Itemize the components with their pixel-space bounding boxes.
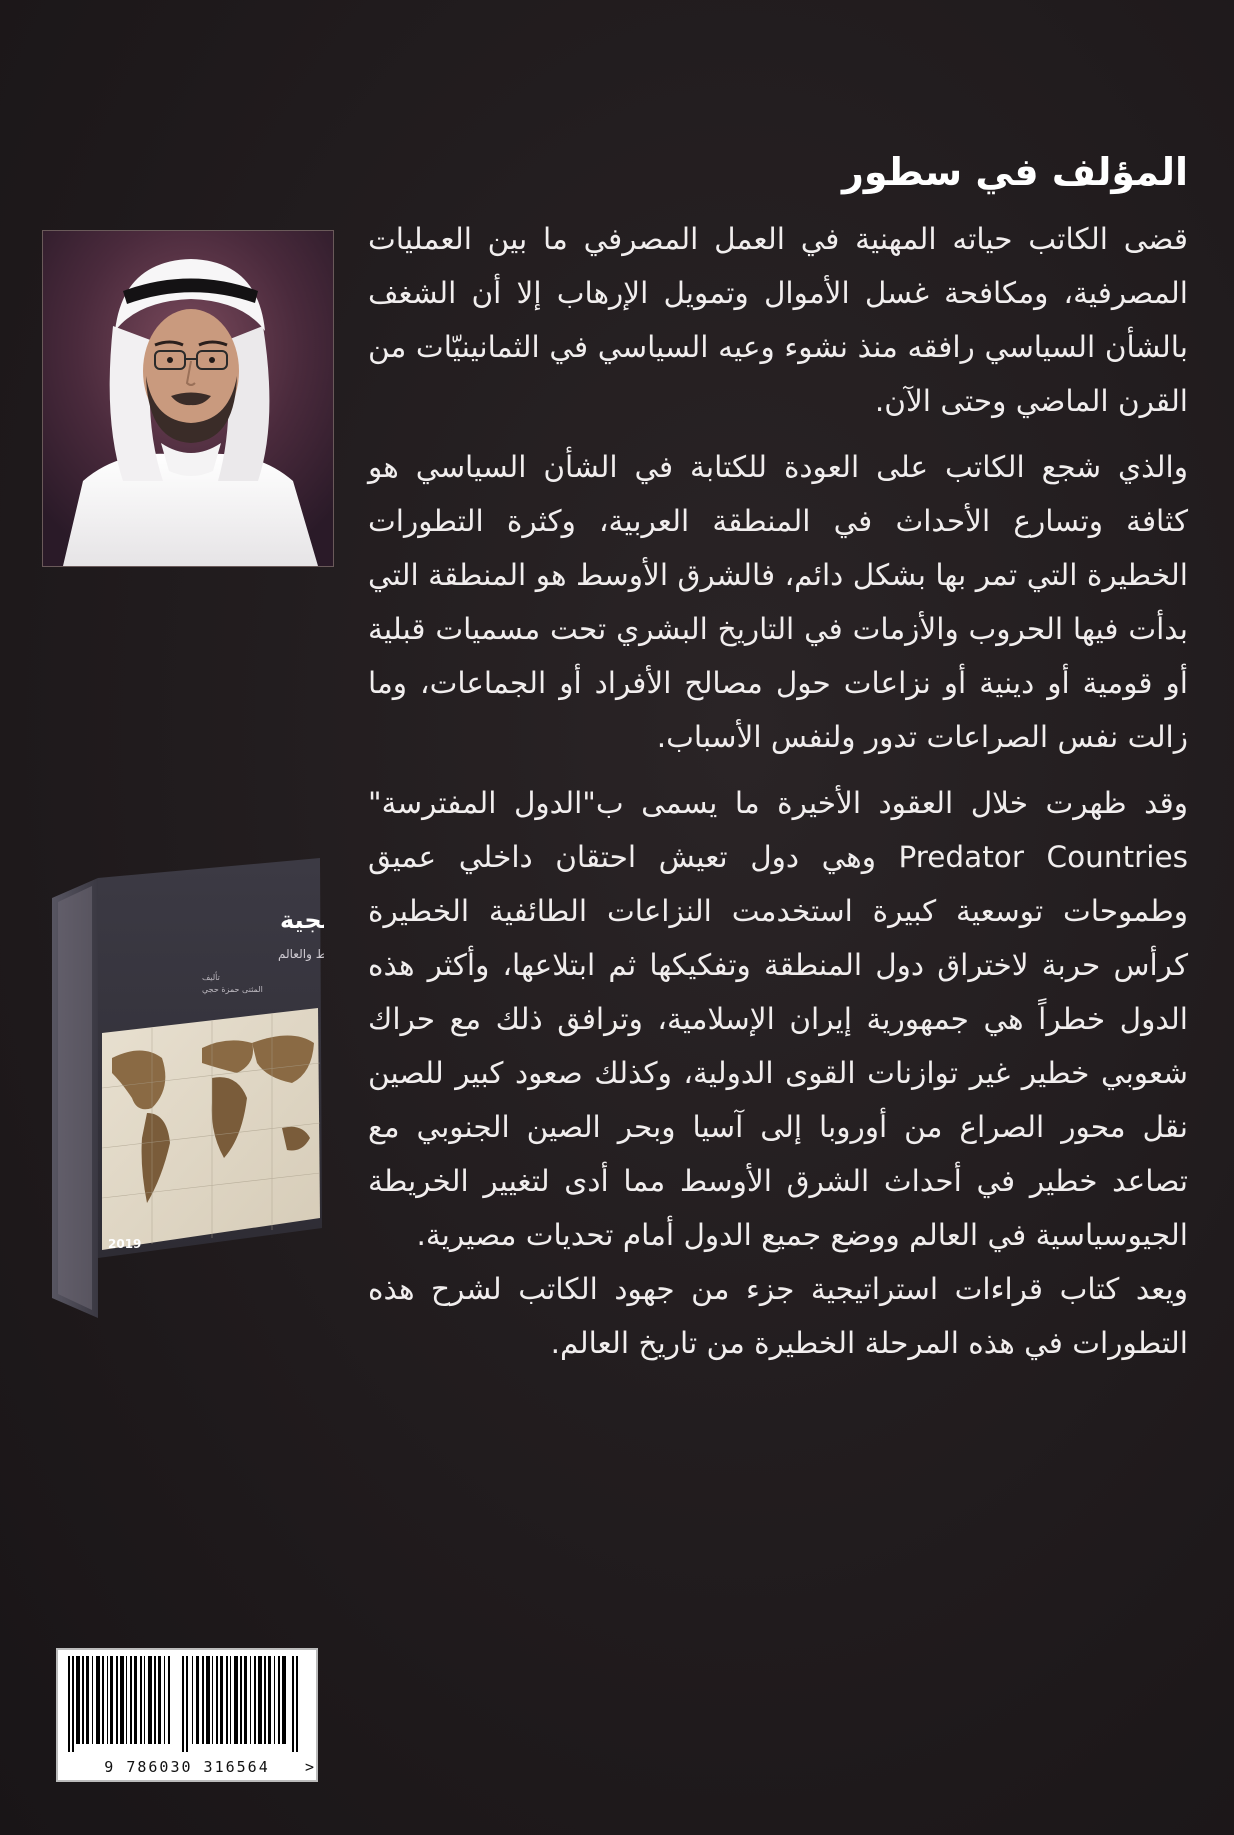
- isbn-barcode: [56, 1648, 318, 1782]
- bio-paragraph-1: قضى الكاتب حياته المهنية في العمل المصرفي ما بين العمليات المصرفية، ومكافحة غسل الأموال وتمويل الإرهاب إلا أن الشغف بالشأن السياسي رافقه منذ نشوء وعيه السياسي في الثمانينيّات من القرن الماضي وحتى الآن.: [368, 222, 1188, 418]
- book-illustration: [52, 858, 324, 1318]
- book-author-name: المثنى حمزة حجي: [202, 985, 263, 994]
- bio-paragraph-2: والذي شجع الكاتب على العودة للكتابة في الشأن السياسي هو كثافة وتسارع الأحداث في المنطقة العربية، وكثرة التطورات الخطيرة التي تمر بها بشكل دائم، فالشرق الأوسط هو المنطقة التي بدأت فيها الحروب والأزمات في التاريخ البشري تحت مسميات قبلية أو قومية أو دينية أو نزاعات حول مصالح الأفراد أو الجماعات، وما زالت نفس الصراعات تدور ولنفس الأسباب.: [368, 450, 1188, 754]
- author-portrait-illustration: [43, 231, 333, 566]
- author-photo: [42, 230, 334, 567]
- section-heading: المؤلف في سطور: [842, 150, 1188, 194]
- book-cover-image: [52, 858, 324, 1318]
- barcode-arrow: >: [304, 1758, 314, 1776]
- bio-paragraph-3: وقد ظهرت خلال العقود الأخيرة ما يسمى ب"الدول المفترسة" Predator Countries وهي دول تعيش احتقان داخلي عميق وطموحات توسعية كبيرة استخدمت النزاعات الطائفية الخطيرة كرأس حربة لاختراق دول المنطقة وتفكيكها ثم ابتلاعها، وأكثر هذه الدول خطراً هي جمهورية إيران الإسلامية، وترافق ذلك مع حراك شعوبي خطير غير توازنات القوى الدولية، وكذلك صعود كبير للصين نقل محور الصراع من أوروبا إلى آسيا وبحر الصين الجنوبي مع تصاعد خطير في أحداث الشرق الأوسط مما أدى لتغيير الخريطة الجيوسياسية في العالم ووضع جميع الدول أمام تحديات مصيرية.: [368, 786, 1188, 1252]
- author-bio: [368, 212, 1188, 1382]
- book-year: 2019: [108, 1237, 142, 1251]
- book-title: جية: [280, 906, 322, 934]
- barcode-bars: [60, 1654, 314, 1754]
- bio-paragraph-4: ويعد كتاب قراءات استراتيجية جزء من جهود الكاتب لشرح هذه التطورات في هذه المرحلة الخطيرة من تاريخ العالم.: [368, 1272, 1188, 1360]
- book-subtitle: ط والعالم: [278, 947, 324, 961]
- isbn-number: 9 786030 316564: [104, 1758, 270, 1776]
- book-author-label: تأليف: [202, 973, 220, 982]
